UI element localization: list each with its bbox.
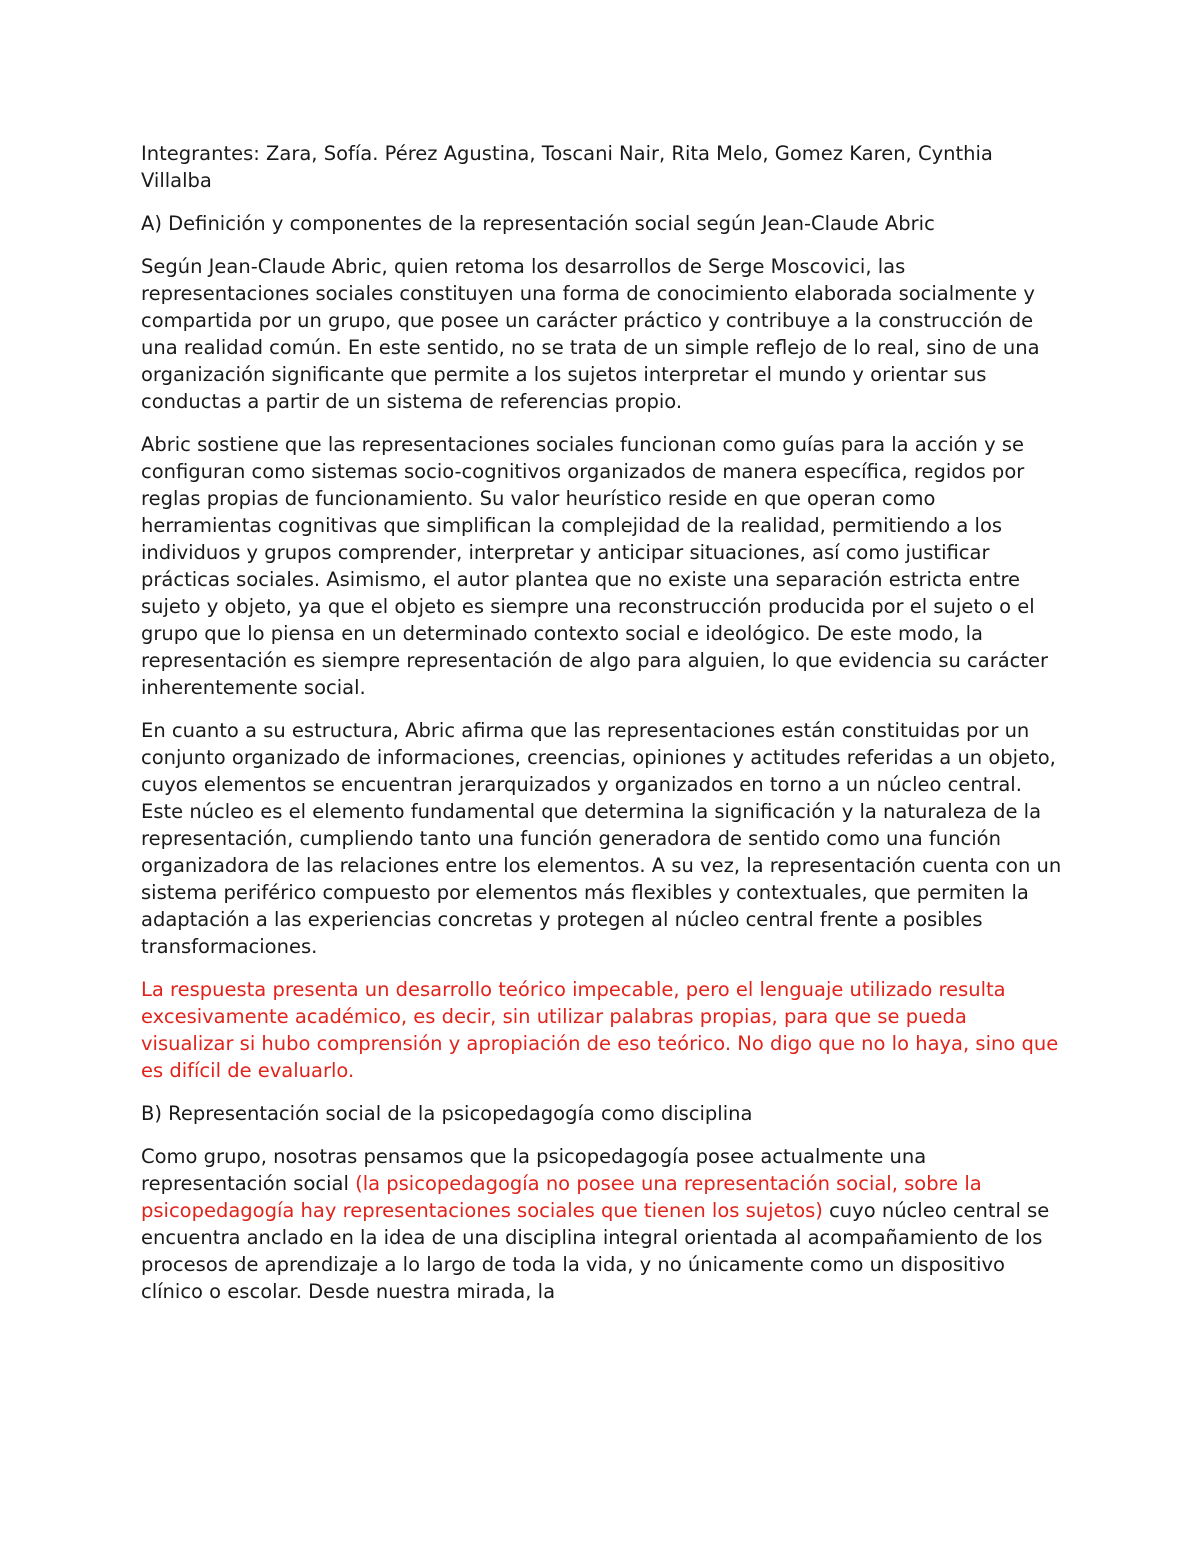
section-b-heading: B) Representación social de la psicopedagogía como disciplina xyxy=(141,1102,753,1125)
section-b-text-part-2: cuyo núcleo central se encuentra anclado en la idea de una disciplina integral orientada al acompañamiento de los procesos de aprendizaje a lo largo de toda la vida, y no únicamente como un dispositivo clínico o escolar. Desde nuestra mirada, la xyxy=(141,1199,1050,1303)
teacher-feedback-b: (la psicopedagogía no posee una representación social, sobre la psicopedagogía hay representaciones sociales que tienen los sujetos) xyxy=(141,1172,982,1222)
section-b-paragraph xyxy=(141,1143,1063,1305)
section-a-paragraph-2: Abric sostiene que las representaciones sociales funcionan como guías para la acción y se configuran como sistemas socio-cognitivos organizados de manera específica, regidos por reglas propias de funcionamiento. Su valor heurístico reside en que operan como herramientas cognitivas que simplifican la complejidad de la realidad, permitiendo a los individuos y grupos comprender, interpretar y anticipar situaciones, así como justificar prácticas sociales. Asimismo, el autor plantea que no existe una separación estricta entre sujeto y objeto, ya que el objeto es siempre una reconstrucción producida por el sujeto o el grupo que lo piensa en un determinado contexto social e ideológico. De este modo, la representación es siempre representación de algo para alguien, lo que evidencia su carácter inherentemente social. xyxy=(141,433,1049,699)
section-a-paragraph-3: En cuanto a su estructura, Abric afirma que las representaciones están constituidas por un conjunto organizado de informaciones, creencias, opiniones y actitudes referidas a un objeto, cuyos elementos se encuentran jerarquizados y organizados en torno a un núcleo central. Este núcleo es el elemento fundamental que determina la significación y la naturaleza de la representación, cumpliendo tanto una función generadora de sentido como una función organizadora de las relaciones entre los elementos. A su vez, la representación cuenta con un sistema periférico compuesto por elementos más flexibles y contextuales, que permiten la adaptación a las experiencias concretas y protegen al núcleo central frente a posibles transformaciones. xyxy=(141,719,1062,958)
teacher-feedback-a: La respuesta presenta un desarrollo teórico impecable, pero el lenguaje utilizado resulta excesivamente académico, es decir, sin utilizar palabras propias, para que se pueda visualizar si hubo comprensión y apropiación de eso teórico. No digo que no lo haya, sino que es difícil de evaluarlo. xyxy=(141,978,1059,1082)
section-a-heading: A) Definición y componentes de la representación social según Jean-Claude Abric xyxy=(141,212,935,235)
section-b-text-part-1: Como grupo, nosotras pensamos que la psicopedagogía posee actualmente una representación social xyxy=(141,1145,927,1195)
section-a-paragraph-1: Según Jean-Claude Abric, quien retoma los desarrollos de Serge Moscovici, las representaciones sociales constituyen una forma de conocimiento elaborada socialmente y compartida por un grupo, que posee un carácter práctico y contribuye a la construcción de una realidad común. En este sentido, no se trata de un simple reflejo de lo real, sino de una organización significante que permite a los sujetos interpretar el mundo y orientar sus conductas a partir de un sistema de referencias propio. xyxy=(141,255,1040,413)
document-page xyxy=(141,140,1063,1321)
members-line: Integrantes: Zara, Sofía. Pérez Agustina, Toscani Nair, Rita Melo, Gomez Karen, Cynthia Villalba xyxy=(141,142,993,192)
